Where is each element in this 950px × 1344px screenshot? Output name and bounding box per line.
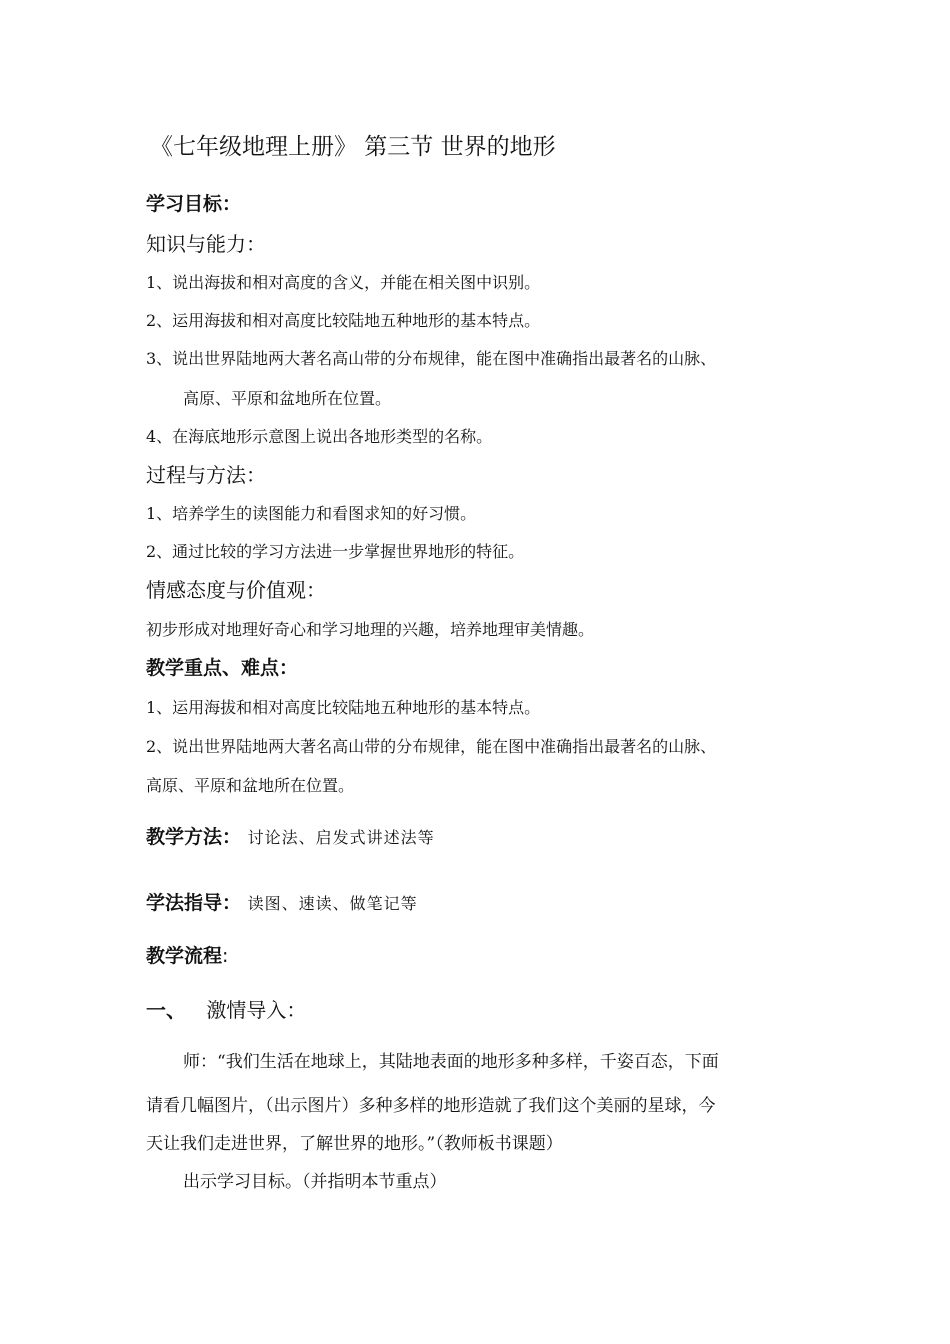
section1-heading bbox=[146, 998, 306, 1022]
process-item: 2、通过比较的学习方法进一步掌握世界地形的特征。 bbox=[146, 542, 525, 561]
key-points-heading: 教学重点、难点： bbox=[146, 657, 299, 679]
intro-closing: 出示学习目标。（并指明本节重点） bbox=[183, 1172, 447, 1192]
knowledge-item: 2、运用海拔和相对高度比较陆地五种地形的基本特点。 bbox=[146, 311, 541, 330]
study-guide-row bbox=[146, 892, 418, 915]
knowledge-heading: 知识与能力： bbox=[146, 232, 266, 256]
flow-colon: : bbox=[222, 945, 229, 967]
section1-title: 激情导入： bbox=[206, 998, 307, 1022]
process-item: 1、培养学生的读图能力和看图求知的好习惯。 bbox=[146, 504, 477, 523]
emotion-heading: 情感态度与价值观： bbox=[146, 578, 326, 602]
emotion-text: 初步形成对地理好奇心和学习地理的兴趣，培养地理审美情趣。 bbox=[146, 620, 595, 639]
knowledge-item: 1、说出海拔和相对高度的含义，并能在相关图中识别。 bbox=[146, 273, 541, 292]
method-label: 教学方法： bbox=[146, 826, 242, 848]
method-value: 讨论法、启发式讲述法等 bbox=[247, 828, 435, 847]
process-heading: 过程与方法： bbox=[146, 463, 266, 487]
objectives-heading: 学习目标： bbox=[146, 193, 242, 215]
key-point-item-continued: 高原、平原和盆地所在位置。 bbox=[146, 776, 355, 795]
knowledge-item: 4、在海底地形示意图上说出各地形类型的名称。 bbox=[146, 427, 493, 446]
intro-paragraph-line: 天让我们走进世界，了解世界的地形。”（教师板书课题） bbox=[146, 1134, 563, 1154]
flow-label: 教学流程 bbox=[146, 945, 223, 967]
key-point-item: 2、说出世界陆地两大著名高山带的分布规律，能在图中准确指出最著名的山脉、 bbox=[146, 737, 717, 756]
study-guide-value: 读图、速读、做笔记等 bbox=[247, 894, 418, 913]
key-point-item: 1、运用海拔和相对高度比较陆地五种地形的基本特点。 bbox=[146, 698, 541, 717]
document-title: 《七年级地理上册》 第三节 世界的地形 bbox=[150, 134, 556, 160]
intro-paragraph-line: 请看几幅图片，（出示图片）多种多样的地形造就了我们这个美丽的星球，今 bbox=[146, 1096, 716, 1116]
knowledge-item: 3、说出世界陆地两大著名高山带的分布规律，能在图中准确指出最著名的山脉、 bbox=[146, 349, 717, 368]
flow-heading bbox=[146, 945, 228, 968]
intro-paragraph-line: 师：“我们生活在地球上，其陆地表面的地形多种多样，千姿百态，下面 bbox=[183, 1052, 719, 1072]
method-row bbox=[146, 826, 435, 849]
section1-number: 一、 bbox=[146, 998, 186, 1022]
knowledge-item-continued: 高原、平原和盆地所在位置。 bbox=[183, 389, 392, 408]
study-guide-label: 学法指导： bbox=[146, 892, 242, 914]
